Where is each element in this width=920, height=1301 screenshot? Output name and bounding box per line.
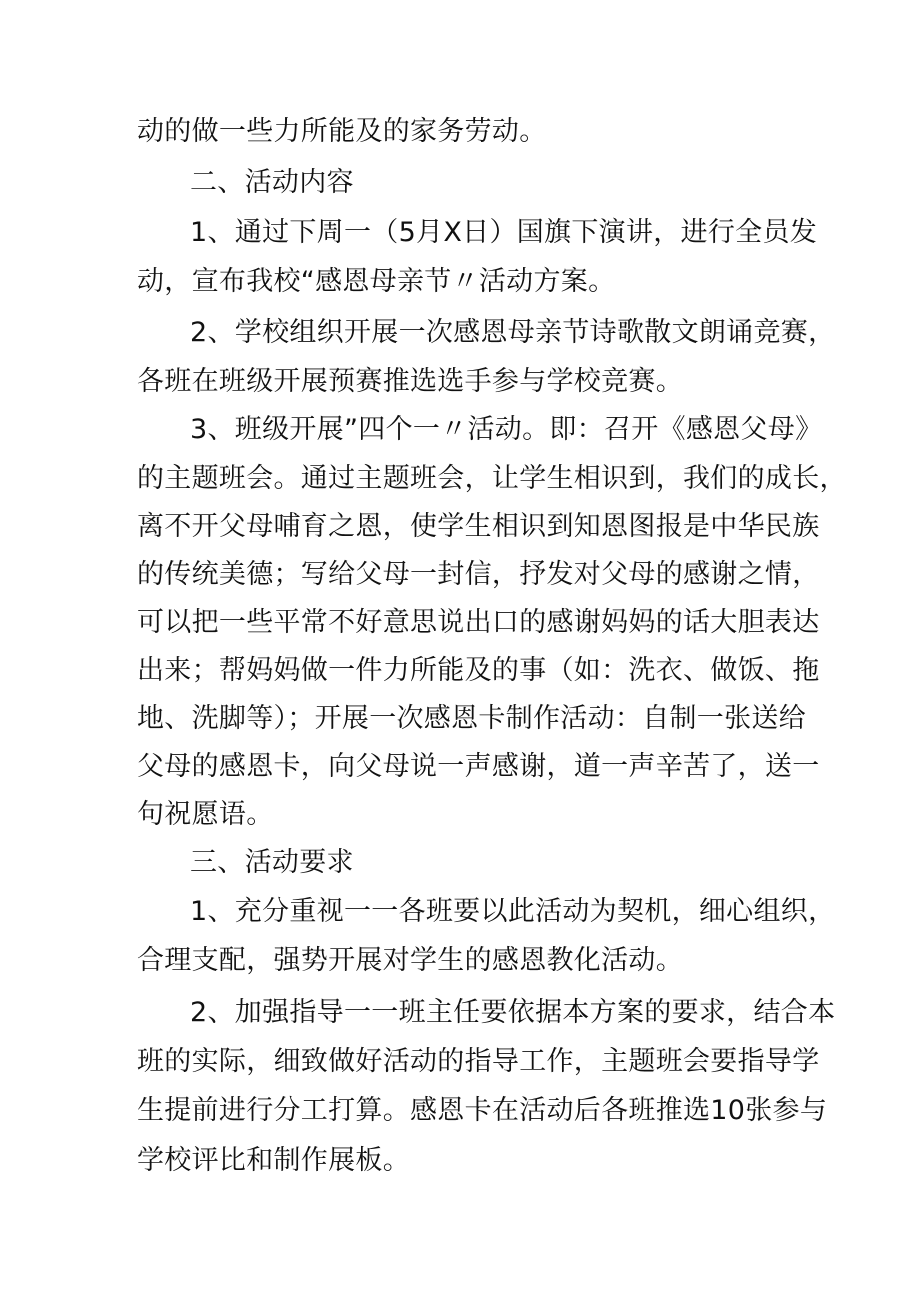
body-text-line: 父母的感恩卡，向父母说一声感谢，道一声辛苦了，送一 (137, 751, 820, 782)
section-heading-activity-content: 二、活动内容 (190, 167, 354, 198)
body-text-line: 可以把一些平常不好意思说出口的感谢妈妈的话大胆表达 (137, 607, 820, 638)
body-text-line: 动的做一些力所能及的家务劳动。 (137, 116, 547, 147)
body-text-line: 的传统美德；写给父母一封信，抒发对父母的感谢之情， (137, 559, 820, 590)
body-text-line: 的主题班会。通过主题班会，让学生相识到，我们的成长， (137, 463, 847, 494)
body-text-line: 地、洗脚等）；开展一次感恩卡制作活动：自制一张送给 (137, 703, 806, 734)
body-text-line: 班的实际，细致做好活动的指导工作，主题班会要指导学 (137, 1046, 820, 1077)
list-item-3-line: 3、班级开展”四个一〃活动。即：召开《感恩父母》 (190, 414, 823, 445)
body-text-line: 句祝愿语。 (137, 799, 274, 830)
body-text-line: 各班在班级开展预赛推选选手参与学校竞赛。 (137, 366, 683, 397)
section-heading-activity-requirements: 三、活动要求 (190, 847, 354, 878)
body-text-line: 出来；帮妈妈做一件力所能及的事（如：洗衣、做饭、拖 (137, 655, 820, 686)
list-item-1-line: 1、通过下周一（5月X日）国旗下演讲，进行全员发 (190, 217, 818, 248)
body-text-line: 学校评比和制作展板。 (137, 1145, 410, 1176)
body-text-line: 生提前进行分工打算。感恩卡在活动后各班推选10张参与 (137, 1095, 828, 1126)
body-text-line: 动，宣布我校“感恩母亲节〃活动方案。 (137, 266, 616, 297)
body-text-line: 合理支配，强势开展对学生的感恩教化活动。 (137, 945, 683, 976)
list-item-1-line: 1、充分重视一一各班要以此活动为契机，细心组织， (190, 896, 836, 927)
list-item-2-line: 2、加强指导一一班主任要依据本方案的要求，结合本 (190, 997, 836, 1028)
body-text-line: 离不开父母哺育之恩，使学生相识到知恩图报是中华民族 (137, 511, 820, 542)
list-item-2-line: 2、学校组织开展一次感恩母亲节诗歌散文朗诵竞赛， (190, 317, 836, 348)
